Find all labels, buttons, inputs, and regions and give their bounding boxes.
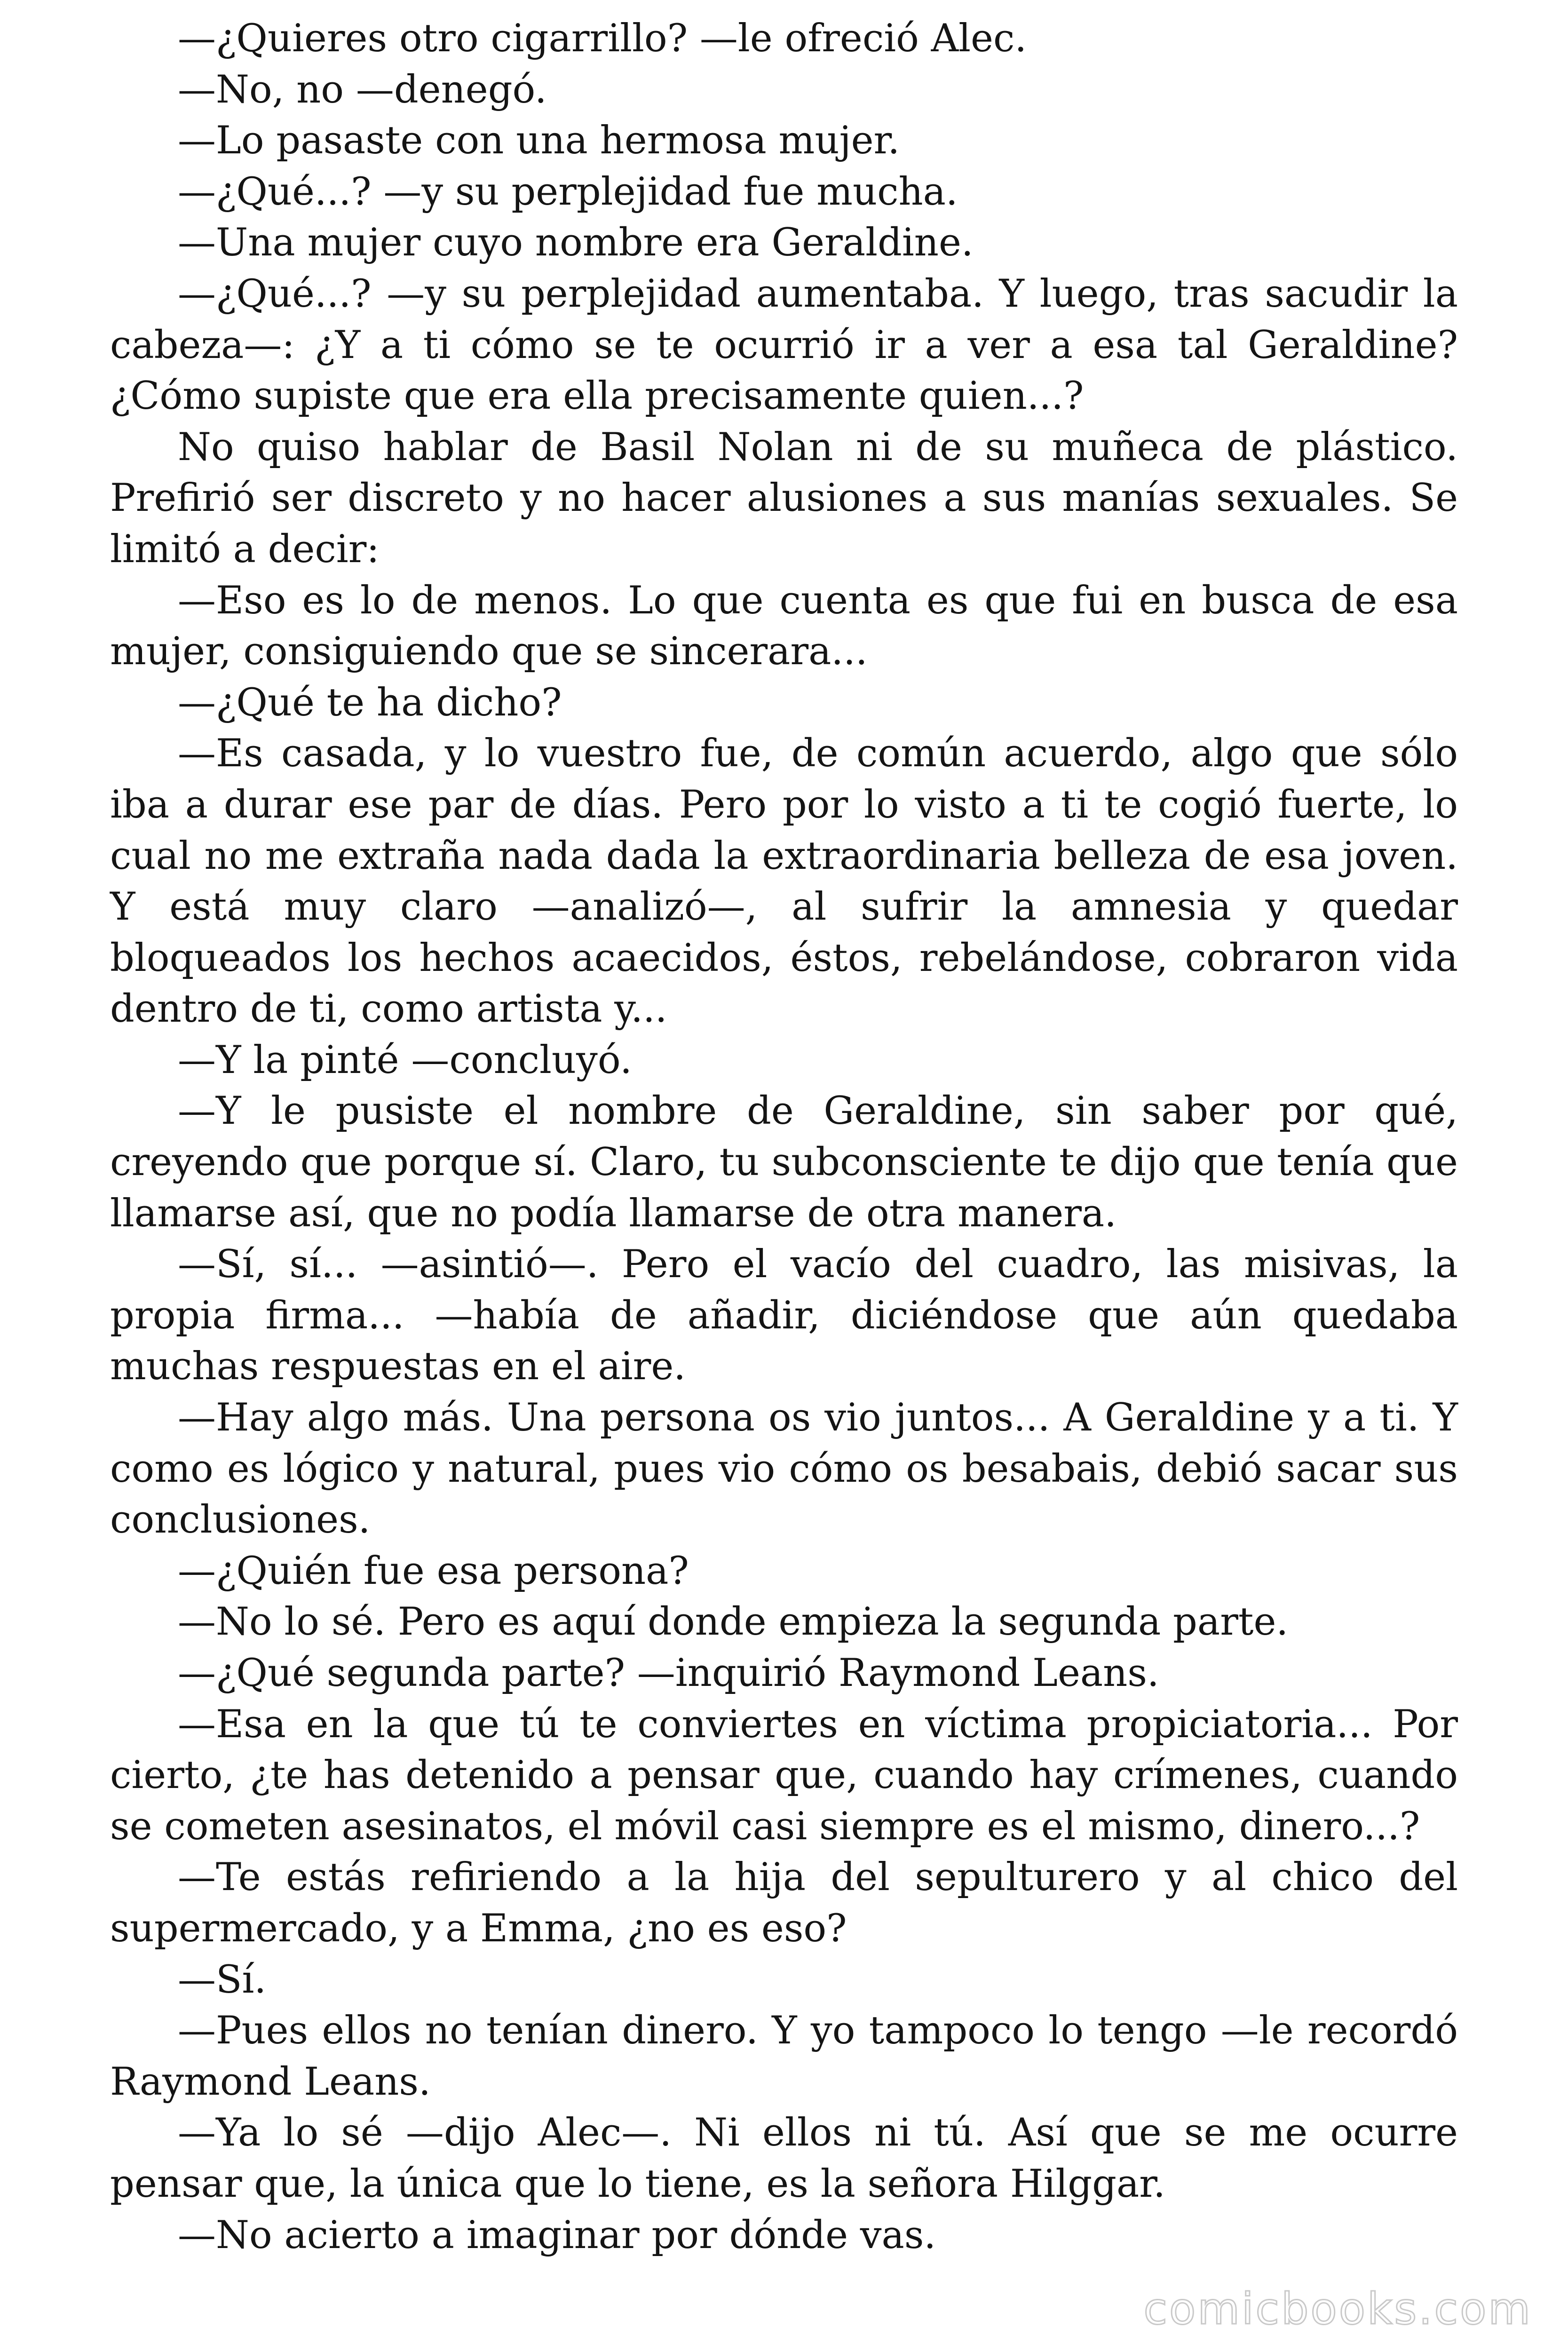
paragraph: —Y le pusiste el nombre de Geraldine, sin saber por qué, creyendo que porque sí. Claro, tu subconsciente te dijo que tenía que llamarse así, que no podía llamarse de otra manera. — [110, 1089, 1458, 1236]
paragraph: —¿Qué te ha dicho? — [178, 680, 562, 725]
paragraph: —¿Qué...? —y su perplejidad fue mucha. — [178, 169, 958, 214]
paragraph: —Sí. — [178, 1957, 267, 2002]
paragraph: —No, no —denegó. — [178, 67, 547, 112]
paragraph: —Sí, sí... —asintió—. Pero el vacío del cuadro, las misivas, la propia firma... —había de añadir, diciéndose que aún quedaba muchas respuestas en el aire. — [110, 1242, 1458, 1389]
paragraph: —No lo sé. Pero es aquí donde empieza la segunda parte. — [178, 1600, 1289, 1645]
paragraph: —Lo pasaste con una hermosa mujer. — [178, 119, 900, 163]
paragraph: —Es casada, y lo vuestro fue, de común acuerdo, algo que sólo iba a durar ese par de días. Pero por lo visto a ti te cogió fuerte, lo cual no me extraña nada dada la extraordinaria belleza de esa joven. Y está muy claro —analizó—, al sufrir la amnesia y quedar bloqueados los hechos acaecidos, éstos, rebelándose, cobraron vida dentro de ti, como artista y... — [110, 731, 1458, 1032]
paragraph: —No acierto a imaginar por dónde vas. — [178, 2213, 936, 2257]
paragraph: —¿Quién fue esa persona? — [178, 1549, 689, 1593]
paragraph: —Una mujer cuyo nombre era Geraldine. — [178, 221, 974, 265]
paragraph: —Te estás refiriendo a la hija del sepulturero y al chico del supermercado, y a Emma, ¿no es eso? — [110, 1855, 1458, 1951]
book-page-text — [110, 13, 1458, 2261]
paragraph: —¿Qué...? —y su perplejidad aumentaba. Y luego, tras sacudir la cabeza—: ¿Y a ti cómo se te ocurrió ir a ver a esa tal Geraldine? ¿Cómo supiste que era ella precisamente quien...? — [110, 271, 1458, 419]
paragraph: —Hay algo más. Una persona os vio juntos... A Geraldine y a ti. Y como es lógico y natural, pues vio cómo os besabais, debió sacar sus conclusiones. — [110, 1396, 1458, 1542]
watermark: comicbooks.com — [1143, 2284, 1532, 2334]
paragraph: No quiso hablar de Basil Nolan ni de su muñeca de plástico. Prefirió ser discreto y no hacer alusiones a sus manías sexuales. Se limitó a decir: — [110, 425, 1458, 572]
paragraph: —Ya lo sé —dijo Alec—. Ni ellos ni tú. Así que se me ocurre pensar que, la única que lo tiene, es la señora Hilggar. — [110, 2111, 1458, 2206]
paragraph: —Pues ellos no tenían dinero. Y yo tampoco lo tengo —le recordó Raymond Leans. — [110, 2009, 1458, 2104]
paragraph: —Eso es lo de menos. Lo que cuenta es que fui en busca de esa mujer, consiguiendo que se sincerara... — [110, 578, 1458, 674]
paragraph: —¿Qué segunda parte? —inquirió Raymond Leans. — [178, 1651, 1159, 1695]
paragraph: —Esa en la que tú te conviertes en víctima propiciatoria... Por cierto, ¿te has detenido a pensar que, cuando hay crímenes, cuando se cometen asesinatos, el móvil casi siempre es el mismo, dinero...? — [110, 1702, 1458, 1849]
paragraph: —Y la pinté —concluyó. — [178, 1038, 632, 1082]
paragraph: —¿Quieres otro cigarrillo? —le ofreció Alec. — [178, 16, 1027, 61]
